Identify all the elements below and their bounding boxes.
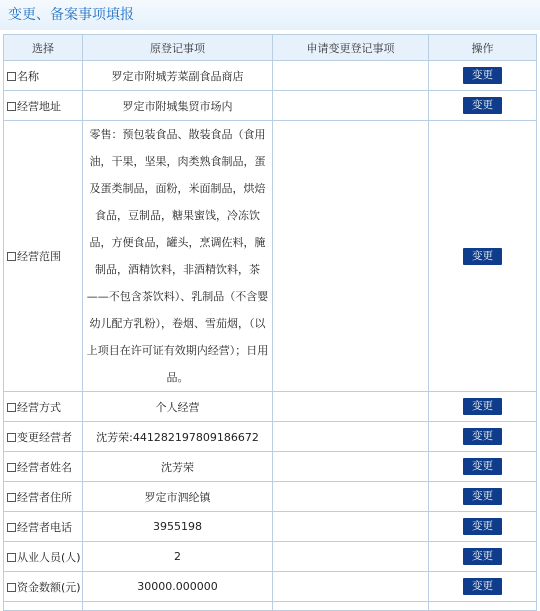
row-select-cell [4, 91, 83, 121]
row-label: 从业人员(人) [17, 550, 81, 564]
original-value: 2 [83, 542, 273, 572]
header-select: 选择 [4, 35, 83, 61]
change-button[interactable]: 变更 [463, 488, 502, 505]
row-select-cell [4, 542, 83, 572]
table-row [4, 392, 537, 422]
page-title: 变更、备案事项填报 [8, 7, 134, 23]
empty-cell [83, 602, 273, 611]
original-value: 个人经营 [83, 392, 273, 422]
change-button[interactable]: 变更 [463, 548, 502, 565]
row-label: 经营方式 [17, 400, 61, 414]
row-label: 经营者姓名 [17, 460, 72, 474]
new-value-cell [273, 422, 429, 452]
row-select-cell [4, 512, 83, 542]
original-value: 沈芳荣:441282197809186672 [83, 422, 273, 452]
row-checkbox[interactable] [7, 102, 16, 111]
header-new: 申请变更登记事项 [273, 35, 429, 61]
new-value-cell [273, 572, 429, 602]
row-label: 名称 [17, 69, 39, 83]
table-row [4, 61, 537, 91]
change-button[interactable]: 变更 [463, 518, 502, 535]
change-button[interactable]: 变更 [463, 67, 502, 84]
row-checkbox[interactable] [7, 523, 16, 532]
row-checkbox[interactable] [7, 493, 16, 502]
change-button[interactable]: 变更 [463, 428, 502, 445]
header-original: 原登记事项 [83, 35, 273, 61]
action-cell [429, 392, 537, 422]
change-items-table [3, 34, 537, 611]
table-row-partial [4, 602, 537, 611]
change-button[interactable]: 变更 [463, 248, 502, 265]
row-label: 变更经营者 [17, 430, 72, 444]
action-cell [429, 61, 537, 91]
row-label: 经营范围 [17, 250, 61, 263]
new-value-cell [273, 91, 429, 121]
action-cell [429, 422, 537, 452]
new-value-cell [273, 482, 429, 512]
new-value-cell [273, 392, 429, 422]
row-label: 资金数额(元) [17, 580, 81, 594]
header-action: 操作 [429, 35, 537, 61]
row-checkbox[interactable] [7, 553, 16, 562]
row-select-cell [4, 422, 83, 452]
action-cell [429, 482, 537, 512]
original-value: 罗定市泗纶镇 [83, 482, 273, 512]
row-checkbox[interactable] [7, 252, 16, 261]
row-checkbox[interactable] [7, 463, 16, 472]
row-checkbox[interactable] [7, 433, 16, 442]
row-select-cell [4, 61, 83, 91]
new-value-cell [273, 121, 429, 392]
action-cell [429, 452, 537, 482]
row-label: 经营地址 [17, 99, 61, 113]
row-select-cell [4, 572, 83, 602]
action-cell [429, 121, 537, 392]
change-button[interactable]: 变更 [463, 578, 502, 595]
table-row [4, 512, 537, 542]
row-checkbox[interactable] [7, 72, 16, 81]
new-value-cell [273, 61, 429, 91]
change-button[interactable]: 变更 [463, 398, 502, 415]
table-row [4, 452, 537, 482]
change-button[interactable]: 变更 [463, 458, 502, 475]
row-select-cell [4, 452, 83, 482]
row-label: 经营者电话 [17, 520, 72, 534]
original-value: 3955198 [83, 512, 273, 542]
table-row [4, 482, 537, 512]
action-cell [429, 91, 537, 121]
action-cell [429, 542, 537, 572]
original-value: 零售：预包装食品、散装食品（食用油，干果，坚果，肉类熟食制品，蛋及蛋类制品，面粉，米面制品，烘焙食品，豆制品，糖果蜜饯，冷冻饮品，方便食品，罐头，烹调佐料，腌制品，酒精饮料，非酒精饮料，茶——不包含茶饮料）、乳制品（不含婴幼儿配方乳粉），卷烟、雪茄烟，（以上项目在许可证有效期内经营）；日用品。 [83, 121, 273, 392]
empty-cell [273, 602, 429, 611]
empty-cell [4, 602, 83, 611]
table-row [4, 542, 537, 572]
new-value-cell [273, 512, 429, 542]
table-row [4, 422, 537, 452]
table-header-row [4, 35, 537, 61]
row-select-cell [4, 482, 83, 512]
page-header [0, 0, 540, 30]
empty-cell [429, 602, 537, 611]
change-button[interactable]: 变更 [463, 97, 502, 114]
new-value-cell [273, 452, 429, 482]
action-cell [429, 512, 537, 542]
table-row [4, 91, 537, 121]
row-label: 经营者住所 [17, 490, 72, 504]
action-cell [429, 572, 537, 602]
row-select-cell [4, 392, 83, 422]
original-value: 罗定市附城集贸市场内 [83, 91, 273, 121]
row-select-cell [4, 121, 83, 392]
table-row [4, 121, 537, 392]
row-checkbox[interactable] [7, 583, 16, 592]
original-value: 30000.000000 [83, 572, 273, 602]
table-row [4, 572, 537, 602]
original-value: 罗定市附城芳菜副食品商店 [83, 61, 273, 91]
original-value: 沈芳荣 [83, 452, 273, 482]
row-checkbox[interactable] [7, 403, 16, 412]
new-value-cell [273, 542, 429, 572]
